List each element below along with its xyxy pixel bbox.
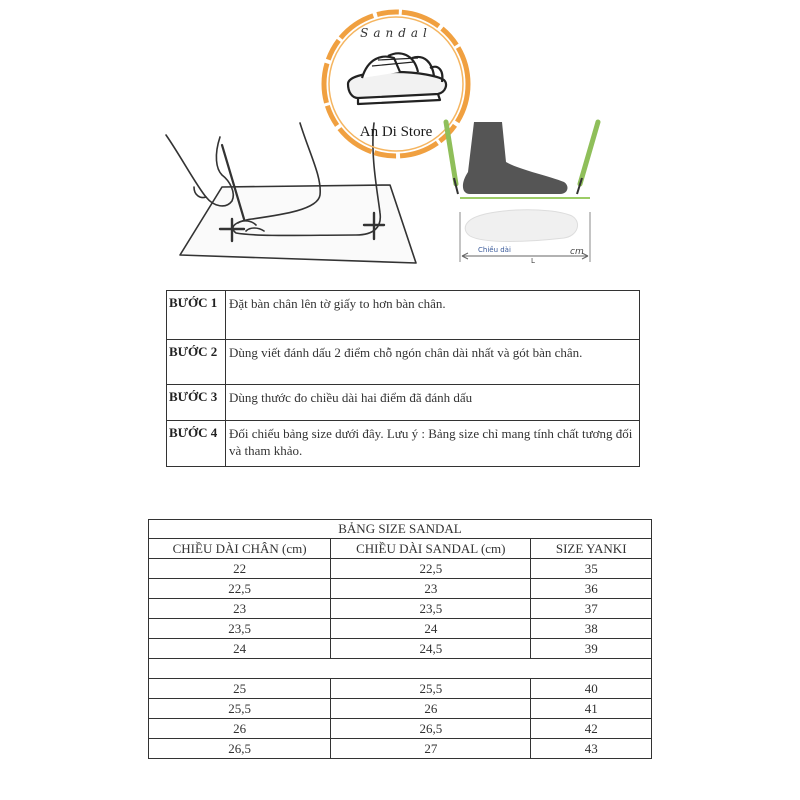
cell-sandal-length: 24,5	[331, 639, 531, 659]
step-text: Đối chiếu bảng size dưới đây. Lưu ý : Bảng size chỉ mang tính chất tương đối và tham khảo.	[226, 421, 640, 467]
header-foot-length: CHIỀU DÀI CHÂN (cm)	[149, 539, 331, 559]
table-row	[149, 619, 652, 639]
sandal-icon	[348, 53, 446, 104]
table-row	[149, 739, 652, 759]
cell-size: 41	[531, 699, 652, 719]
foot-icon	[463, 122, 568, 194]
cell-foot-length: 25	[149, 679, 331, 699]
step-row	[167, 421, 640, 467]
cell-sandal-length: 26,5	[331, 719, 531, 739]
size-table-title: BẢNG SIZE SANDAL	[149, 520, 652, 539]
table-row	[149, 559, 652, 579]
header-size: SIZE YANKI	[531, 539, 652, 559]
cell-size: 39	[531, 639, 652, 659]
cell-sandal-length: 25,5	[331, 679, 531, 699]
cell-foot-length: 25,5	[149, 699, 331, 719]
cell-foot-length: 22,5	[149, 579, 331, 599]
step-label: BƯỚC 4	[167, 421, 226, 467]
table-row	[149, 699, 652, 719]
table-row	[149, 599, 652, 619]
cell-sandal-length: 24	[331, 619, 531, 639]
table-row	[149, 679, 652, 699]
unit-label: cm	[570, 247, 584, 257]
step-row	[167, 340, 640, 385]
cell-size: 38	[531, 619, 652, 639]
size-table	[148, 519, 652, 759]
step-row	[167, 385, 640, 421]
cell-foot-length: 23	[149, 599, 331, 619]
cell-sandal-length: 23	[331, 579, 531, 599]
cell-sandal-length: 26	[331, 699, 531, 719]
step-label: BƯỚC 1	[167, 291, 226, 340]
cell-size: 40	[531, 679, 652, 699]
steps-table	[166, 290, 640, 467]
table-row	[149, 719, 652, 739]
table-row	[149, 639, 652, 659]
cell-sandal-length: 27	[331, 739, 531, 759]
size-table-header	[149, 539, 652, 559]
cell-size: 42	[531, 719, 652, 739]
table-spacer-row	[149, 659, 652, 679]
cell-size: 35	[531, 559, 652, 579]
length-symbol: L	[531, 257, 535, 265]
cell-size: 43	[531, 739, 652, 759]
step-text: Dùng viết đánh dấu 2 điểm chỗ ngón chân dài nhất và gót bàn chân.	[226, 340, 640, 385]
step-text: Dùng thước đo chiều dài hai điểm đã đánh dấu	[226, 385, 640, 421]
logo-script-text: Sandal	[360, 26, 432, 40]
cell-size: 37	[531, 599, 652, 619]
step-label: BƯỚC 3	[167, 385, 226, 421]
cell-sandal-length: 22,5	[331, 559, 531, 579]
cell-size: 36	[531, 579, 652, 599]
length-label: Chiều dài	[478, 246, 511, 254]
step-label: BƯỚC 2	[167, 340, 226, 385]
cell-foot-length: 26	[149, 719, 331, 739]
spacer-cell	[149, 659, 652, 679]
step-row	[167, 291, 640, 340]
cell-foot-length: 24	[149, 639, 331, 659]
cell-sandal-length: 23,5	[331, 599, 531, 619]
logo-store-name: An Di Store	[359, 124, 433, 140]
cell-foot-length: 26,5	[149, 739, 331, 759]
header-sandal-length: CHIỀU DÀI SANDAL (cm)	[331, 539, 531, 559]
cell-foot-length: 23,5	[149, 619, 331, 639]
foot-measure-illustration	[440, 112, 610, 272]
table-row	[149, 579, 652, 599]
cell-foot-length: 22	[149, 559, 331, 579]
step-text: Đặt bàn chân lên tờ giấy to hơn bàn chân.	[226, 291, 640, 340]
